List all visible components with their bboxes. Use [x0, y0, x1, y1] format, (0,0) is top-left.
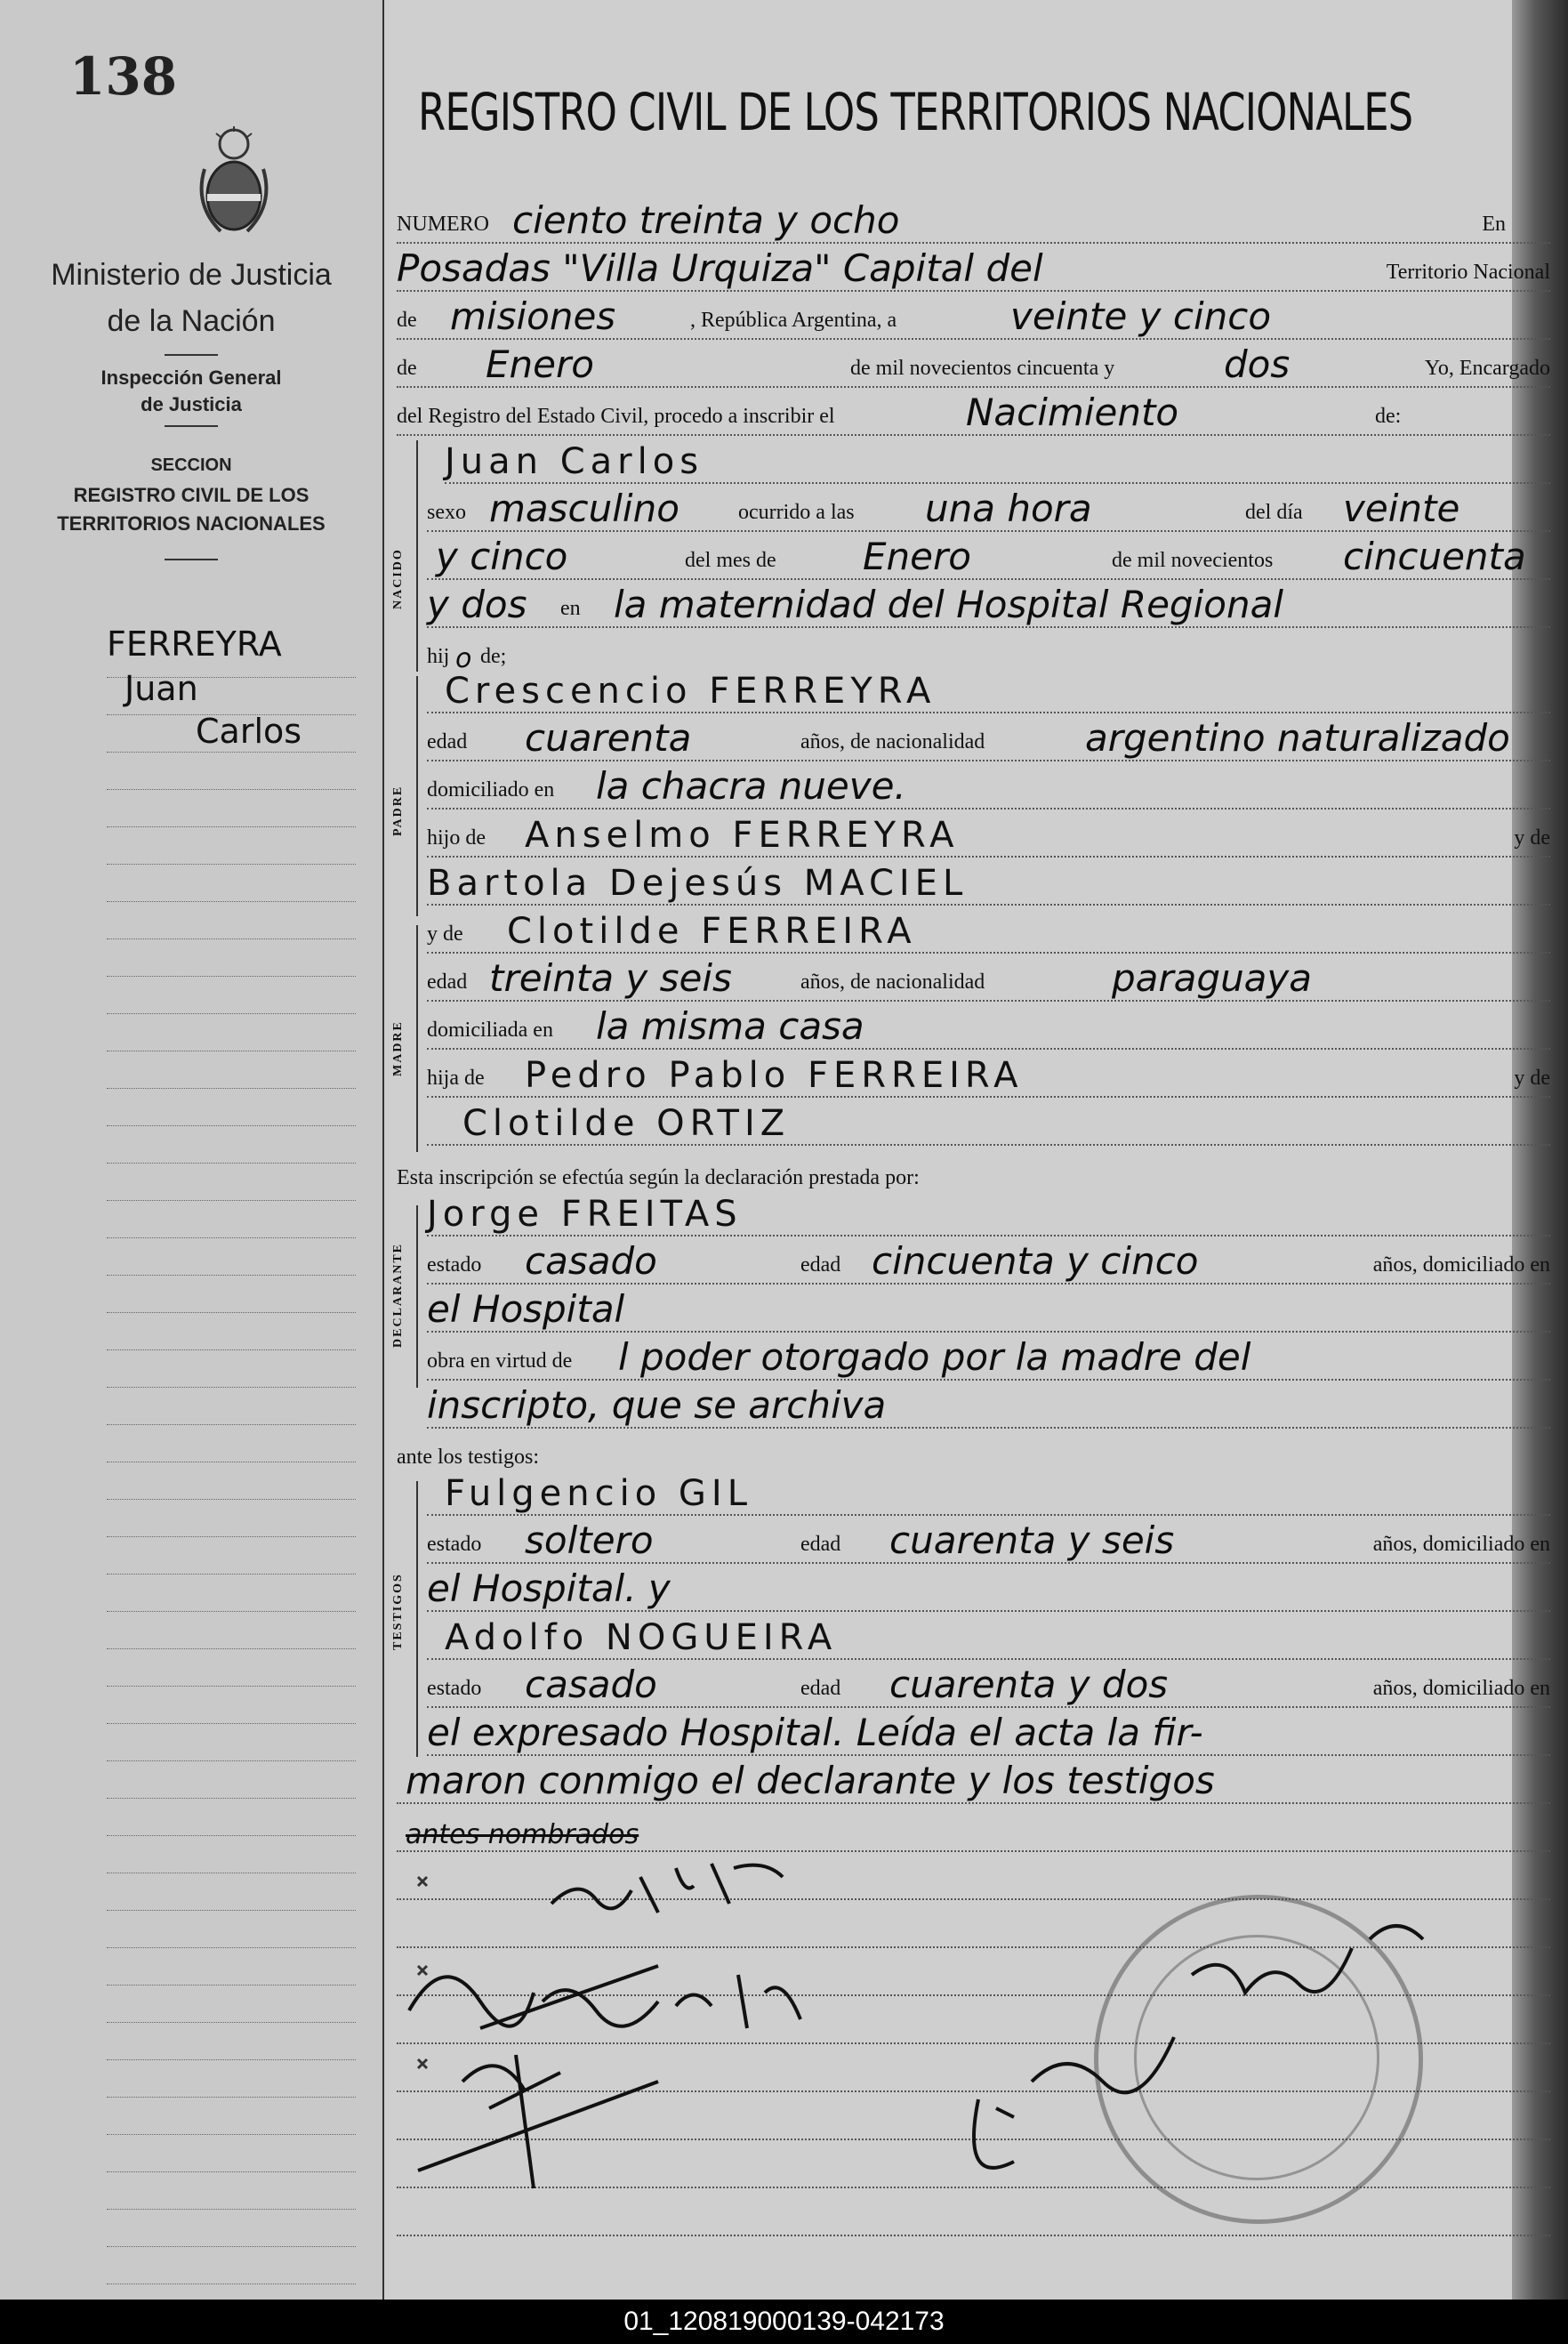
- seccion-label: SECCION: [150, 455, 232, 475]
- margin-lines: [107, 640, 356, 2284]
- label-anos-nac: años, de nacionalidad: [800, 730, 985, 753]
- folio-number: 138: [69, 46, 178, 107]
- row-lugar-nac: [427, 578, 1550, 628]
- value-lugar-nac: la maternidad del Hospital Regional: [614, 583, 1283, 626]
- value-abuelo-p: Anselmo FERREYRA: [525, 815, 960, 856]
- row-padre: [427, 664, 1550, 713]
- row-fecha-nac: [427, 530, 1550, 580]
- row-territorio: [397, 290, 1550, 340]
- label-domiciliada-en: domiciliada en: [427, 1019, 553, 1042]
- value-cierre-1: maron conmigo el declarante y los testigos: [406, 1759, 1215, 1802]
- row-sexo: [427, 482, 1550, 532]
- row-numero: [397, 194, 1550, 244]
- value-decl-obra-1: l poder otorgado por la madre del: [618, 1335, 1251, 1379]
- label-mil: de mil novecientos cincuenta y: [850, 357, 1115, 380]
- divider: [165, 354, 218, 356]
- value-decl-estado: casado: [525, 1239, 657, 1283]
- value-anio: dos: [1224, 342, 1291, 386]
- section-label-nacido: NACIDO: [391, 548, 405, 609]
- value-abuela-m: Clotilde ORTIZ: [462, 1103, 791, 1144]
- value-numero: ciento treinta y ocho: [512, 198, 900, 242]
- label-de-2: de: [397, 357, 417, 380]
- row-mes: [397, 338, 1550, 388]
- value-fecha-dia: veinte y cinco: [1010, 294, 1272, 338]
- row-t2-estado: [427, 1658, 1550, 1708]
- value-dia: veinte: [1343, 487, 1460, 530]
- label-registro: del Registro del Estado Civil, procedo a inscribir el: [397, 405, 835, 428]
- value-padre-edad: cuarenta: [525, 716, 692, 760]
- image-id-bar: [0, 2300, 1568, 2344]
- margin-column: [0, 0, 384, 2300]
- value-madre: Clotilde FERREIRA: [507, 911, 917, 952]
- value-declarante: Jorge FREITAS: [427, 1194, 743, 1235]
- label-en: En: [1482, 213, 1506, 236]
- value-mes: Enero: [486, 342, 594, 386]
- label-de-3: de:: [1375, 405, 1402, 428]
- row-cierre-1: [397, 1754, 1550, 1804]
- label-anos-nac-madre: años, de nacionalidad: [800, 971, 985, 994]
- value-decl-obra-2: inscripto, que se archiva: [427, 1383, 887, 1427]
- margin-second-name: Carlos: [196, 712, 302, 751]
- row-t1-dom: [427, 1562, 1550, 1612]
- registro-line-1: REGISTRO CIVIL DE LOS: [73, 484, 310, 506]
- row-lugar: [397, 242, 1550, 292]
- inspeccion-line-2: de Justicia: [141, 393, 242, 415]
- row-t2-dom: [427, 1706, 1550, 1756]
- label-y-de: y de: [1514, 826, 1550, 850]
- label-hij: hij: [427, 645, 450, 668]
- signature-testigo-1: [409, 1966, 800, 2028]
- label-hija-de: hija de: [427, 1067, 485, 1090]
- section-padre: [391, 676, 418, 916]
- inspeccion-line-1: Inspección General: [101, 367, 282, 389]
- label-anos-dom-t1: años, domiciliado en: [1372, 1533, 1550, 1556]
- section-madre: [391, 925, 418, 1152]
- value-abuelo-m: Pedro Pablo FERREIRA: [525, 1055, 1024, 1096]
- row-decl-estado: [427, 1235, 1550, 1285]
- value-anio-3: y dos: [427, 583, 527, 626]
- label-hijo-de: hijo de: [427, 826, 486, 850]
- value-hij-suffix: o: [455, 643, 472, 674]
- label-milnov: de mil novecientos: [1112, 549, 1274, 572]
- value-t1-edad: cuarenta y seis: [889, 1518, 1175, 1562]
- ministry-line-1: Ministerio de Justicia: [51, 258, 332, 292]
- row-abuelo-p: [427, 808, 1550, 858]
- label-ocurrido: ocurrido a las: [738, 501, 855, 524]
- margin-first-name: Juan: [125, 669, 198, 708]
- signature-declarante: [551, 1864, 783, 1913]
- label-estado: estado: [427, 1253, 482, 1277]
- section-declarante: [391, 1205, 418, 1388]
- value-abuela-p: Bartola Dejesús MACIEL: [427, 863, 969, 904]
- row-abuela-p: [427, 856, 1550, 906]
- label-edad-madre: edad: [427, 971, 468, 994]
- value-nombre: Juan Carlos: [445, 441, 704, 482]
- coat-of-arms-icon: [194, 125, 274, 245]
- value-t1-dom: el Hospital. y: [427, 1567, 671, 1610]
- value-acto: Nacimiento: [966, 391, 1179, 434]
- label-delmes: del mes de: [685, 549, 776, 572]
- value-padre-dom: la chacra nueve.: [596, 764, 906, 808]
- row-decl-dom: [427, 1283, 1550, 1333]
- label-estado-t1: estado: [427, 1533, 482, 1556]
- row-madre: [427, 904, 1550, 954]
- label-territorio: Territorio Nacional: [1386, 261, 1550, 284]
- row-declarante: [427, 1187, 1550, 1236]
- label-estado-t2: estado: [427, 1677, 482, 1700]
- signatures-area: [391, 1815, 1459, 2224]
- label-edad-t2: edad: [800, 1677, 841, 1700]
- label-numero: NUMERO: [397, 213, 490, 236]
- section-nacido: [391, 440, 418, 672]
- value-t2-estado: casado: [525, 1663, 657, 1706]
- value-padre-nac: argentino naturalizado: [1085, 716, 1510, 760]
- signature-testigo-2: [418, 2055, 658, 2188]
- label-edad-2: edad: [800, 1253, 841, 1277]
- label-en-2: en: [560, 597, 581, 620]
- section-label-padre: PADRE: [391, 785, 405, 836]
- label-anos-dom-t2: años, domiciliado en: [1372, 1677, 1550, 1700]
- divider: [165, 425, 218, 427]
- row-decl-obra: [427, 1331, 1550, 1381]
- value-testigo-2: Adolfo NOGUEIRA: [445, 1617, 838, 1658]
- value-t2-edad: cuarenta y dos: [889, 1663, 1169, 1706]
- section-label-testigos: TESTIGOS: [391, 1573, 405, 1650]
- row-madre-edad: [427, 952, 1550, 1002]
- value-mes-2: Enero: [863, 535, 971, 578]
- row-t1-estado: [427, 1514, 1550, 1564]
- value-lugar: Posadas "Villa Urquiza" Capital del: [397, 246, 1043, 290]
- document-title: REGISTRO CIVIL DE LOS TERRITORIOS NACIONALES: [418, 82, 1413, 142]
- label-y-de-2: y de: [427, 922, 463, 946]
- row-decl-obra-2: [427, 1379, 1550, 1429]
- value-t1-estado: soltero: [525, 1518, 654, 1562]
- row-padre-edad: [427, 712, 1550, 761]
- label-yo: Yo, Encargado: [1424, 357, 1550, 380]
- divider: [165, 559, 218, 560]
- value-testigo-1: Fulgencio GIL: [445, 1473, 753, 1514]
- value-madre-nac: paraguaya: [1112, 956, 1313, 1000]
- signature-oficial: [974, 1926, 1423, 2168]
- value-cierre-2: antes nombrados: [406, 1819, 639, 1850]
- row-acto: [397, 386, 1550, 436]
- value-sexo: masculino: [489, 487, 679, 530]
- margin-surname: FERREYRA: [107, 624, 282, 664]
- label-anos-dom: años, domiciliado en: [1372, 1253, 1550, 1277]
- row-madre-dom: [427, 1000, 1550, 1050]
- value-padre: Crescencio FERREYRA: [445, 671, 937, 712]
- value-madre-edad: treinta y seis: [489, 956, 732, 1000]
- label-republica: , República Argentina, a: [690, 309, 897, 332]
- label-edad: edad: [427, 730, 468, 753]
- row-testigo-2: [427, 1610, 1550, 1660]
- label-testigos: ante los testigos:: [397, 1446, 539, 1469]
- label-y-de-3: y de: [1514, 1067, 1550, 1090]
- label-inscripcion: Esta inscripción se efectúa según la declaración prestada por:: [397, 1166, 920, 1189]
- value-t2-dom: el expresado Hospital. Leída el acta la fir-: [427, 1711, 1203, 1754]
- value-dia-2: y cinco: [436, 535, 568, 578]
- row-nombre: [445, 434, 1550, 484]
- value-anio-2: cincuenta: [1343, 535, 1526, 578]
- label-sexo: sexo: [427, 501, 466, 524]
- label-deldia: del día: [1245, 501, 1303, 524]
- row-abuelo-m: [427, 1048, 1550, 1098]
- value-madre-dom: la misma casa: [596, 1004, 864, 1048]
- registro-line-2: TERRITORIOS NACIONALES: [57, 512, 326, 535]
- section-label-declarante: DECLARANTE: [391, 1242, 405, 1348]
- value-decl-dom: el Hospital: [427, 1287, 625, 1331]
- label-de-4: de;: [480, 645, 507, 668]
- ministry-line-2: de la Nación: [107, 304, 276, 338]
- row-padre-dom: [427, 760, 1550, 810]
- section-testigos: [391, 1481, 418, 1757]
- value-decl-edad: cincuenta y cinco: [872, 1239, 1199, 1283]
- label-edad-t1: edad: [800, 1533, 841, 1556]
- row-testigo-1: [427, 1466, 1550, 1516]
- label-domiciliado-en: domiciliado en: [427, 778, 555, 801]
- row-abuela-m: [427, 1096, 1550, 1146]
- label-de: de: [397, 309, 417, 332]
- label-obra: obra en virtud de: [427, 1349, 573, 1373]
- value-territorio: misiones: [450, 294, 616, 338]
- section-label-madre: MADRE: [391, 1020, 405, 1076]
- image-id-text: 01_120819000139-042173: [623, 2307, 945, 2336]
- value-hora: una hora: [925, 487, 1092, 530]
